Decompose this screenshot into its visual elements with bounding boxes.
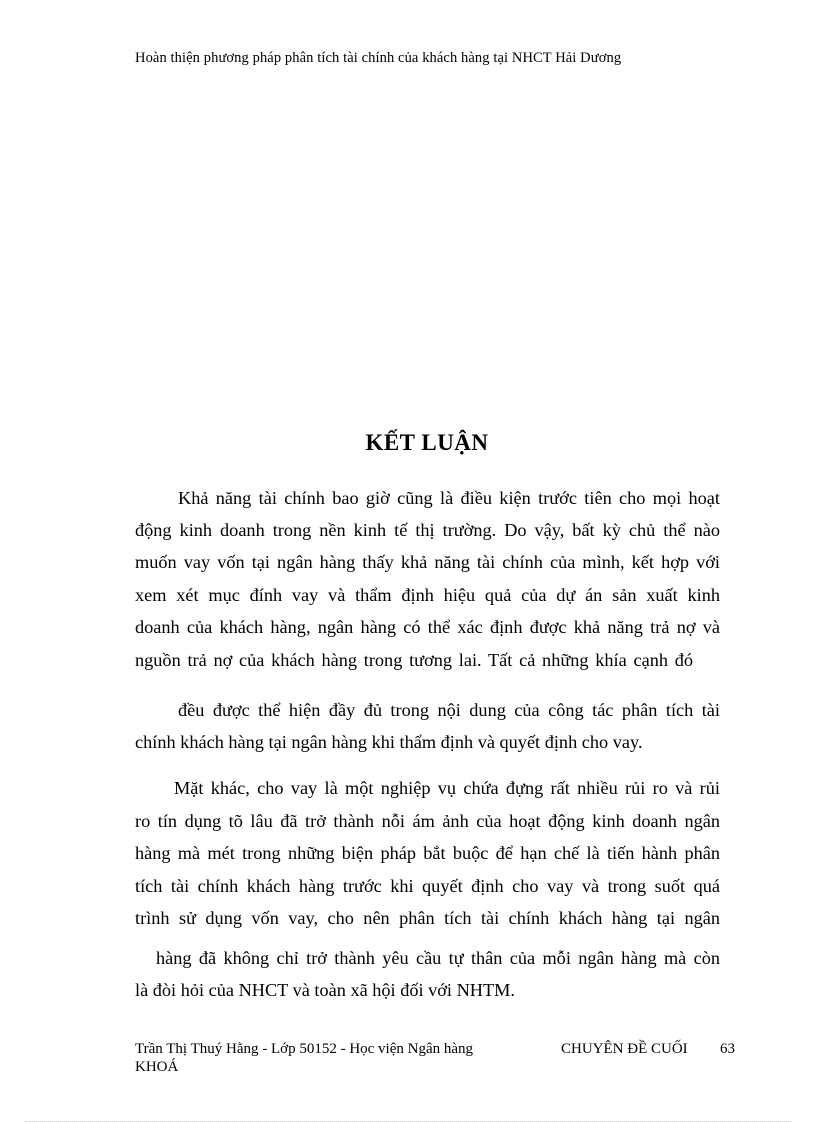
text-line: Khả năng tài chính bao giờ cũng là điều kiện trước tiên cho mọi hoạt (178, 488, 720, 508)
text-line: xem xét mục đính vay và thẩm định hiệu quả của dự án sản xuất kinh (135, 585, 720, 605)
text-line: là đòi hỏi của NHCT và toàn xã hội đối với NHTM. (135, 980, 515, 1000)
footer-author-line: Trần Thị Thuý Hằng - Lớp 50152 - Học viện Ngân hàng (135, 1041, 474, 1057)
text-line: tích tài chính khách hàng trước khi quyết định cho vay và trong suốt quá (135, 876, 720, 896)
text-line: Mặt khác, cho vay là một nghiệp vụ chứa đựng rất nhiều rủi ro và rủi (174, 778, 720, 798)
page-number: 63 (720, 1041, 735, 1057)
text-line: nguồn trả nợ của khách hàng trong tương lai. Tất cả những khía cạnh đó (135, 650, 693, 670)
text-line: hàng đã không chỉ trở thành yêu cầu tự thân của mỗi ngân hàng mà còn (156, 948, 720, 968)
text-line: doanh của khách hàng, ngân hàng có thể xác định được khả năng trả nợ và (135, 617, 720, 637)
text-line: chính khách hàng tại ngân hàng khi thẩm định và quyết định cho vay. (135, 732, 643, 752)
footer-author-line: KHOÁ (135, 1059, 179, 1075)
page-title: KẾT LUẬN (365, 430, 489, 455)
text-line: ro tín dụng tõ lâu đã trở thành nỗi ám ảnh của hoạt động kinh doanh ngân (135, 811, 720, 831)
page-bottom-divider (25, 1121, 791, 1122)
text-line: hàng mà mét trong những biện pháp bắt buộc để hạn chế là tiến hành phân (135, 843, 720, 863)
footer-author (135, 1040, 473, 1076)
footer-thesis-label: CHUYÊN ĐỀ CUỐI (561, 1041, 688, 1057)
text-line: trình sử dụng vốn vay, cho nên phân tích tài chính khách hàng tại ngân (135, 908, 720, 928)
running-header: Hoàn thiện phương pháp phân tích tài chính của khách hàng tại NHCT Hải Dương (135, 50, 622, 66)
text-line: động kinh doanh trong nền kinh tế thị trường. Do vậy, bất kỳ chủ thể nào (135, 520, 720, 540)
text-line: đều được thể hiện đầy đủ trong nội dung của công tác phân tích tài (178, 700, 720, 720)
text-line: muốn vay vốn tại ngân hàng thấy khả năng tài chính của mình, kết hợp với (135, 552, 720, 572)
